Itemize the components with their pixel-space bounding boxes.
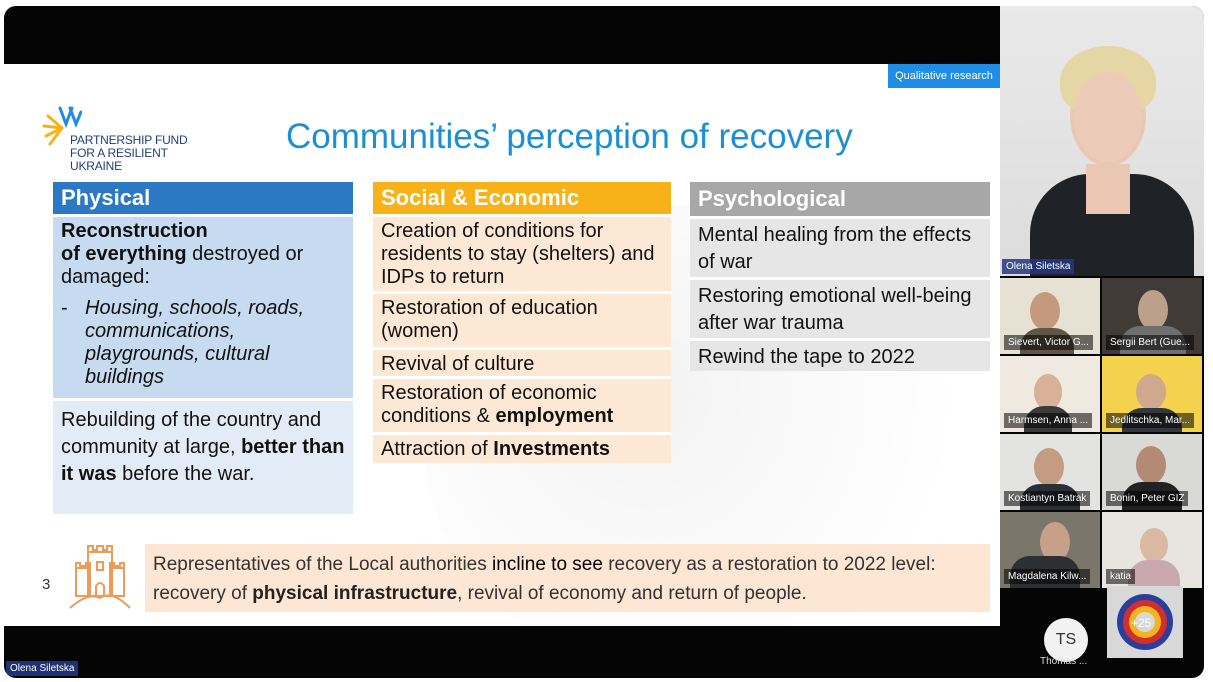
participant-avatar[interactable]: TS	[1044, 618, 1088, 662]
speaker-video[interactable]	[1000, 6, 1204, 276]
conclusion-text-2: recovery as a restoration to 2022 level: recovery of	[153, 554, 936, 604]
meeting-window	[4, 6, 1204, 678]
slide-title: Communities’ perception of recovery	[286, 117, 853, 156]
participant-name: Magdalena Kilw...	[1004, 569, 1090, 584]
physical-column	[53, 182, 353, 514]
social-item-3: Revival of culture	[373, 347, 671, 376]
reconstruction-bold: Reconstruction	[61, 220, 208, 242]
reconstruction-rest: destroyed or damaged:	[61, 243, 304, 288]
employment-bold: employment	[495, 405, 614, 427]
participant-face	[1034, 448, 1064, 486]
better-bold: better than it was	[61, 436, 345, 485]
participant-face	[1136, 446, 1166, 484]
participant-name: Bonin, Peter GIZ	[1106, 491, 1188, 506]
participant-tile[interactable]	[1000, 356, 1100, 432]
social-item-1: Creation of conditions for residents to stay (shelters) and IDPs to return	[373, 214, 671, 291]
more-participants-count: +25	[1131, 616, 1152, 630]
participant-face	[1138, 290, 1168, 330]
conclusion-emphasis: incline to see	[492, 554, 603, 575]
participant-name: Sievert, Victor G...	[1004, 335, 1093, 350]
logo-line-2: FOR A RESILIENT UKRAINE	[70, 146, 168, 173]
psych-item-3: Rewind the tape to 2022	[690, 338, 990, 371]
bullet-text: Housing, schools, roads, communications, playgrounds, cultural buildings	[85, 297, 305, 388]
participant-face	[1140, 528, 1168, 562]
conclusion-text-3: , revival of economy and return of people.	[457, 583, 807, 604]
participant-name: Jedlitschka, Mar...	[1106, 413, 1194, 428]
psychological-header: Psychological	[690, 182, 990, 216]
participant-name: Sergii Bert (Gue...	[1106, 335, 1194, 350]
participant-tile[interactable]	[1102, 278, 1202, 354]
psych-item-1: Mental healing from the effects of war	[690, 216, 990, 277]
conclusion-text-1: Representatives of the Local authorities	[153, 554, 493, 575]
participant-tile[interactable]	[1000, 434, 1100, 510]
castle-icon	[68, 542, 132, 610]
participant-face	[1034, 374, 1062, 410]
avatar-name: Thomas ...	[1040, 656, 1088, 667]
speaker-name-tag: Olena Siletska	[1002, 259, 1074, 274]
rebuilding-end: before the war.	[116, 463, 255, 485]
psychological-column	[690, 182, 990, 371]
shared-slide	[4, 64, 1000, 626]
participant-tile[interactable]	[1000, 278, 1100, 354]
more-participants-tile[interactable]	[1107, 586, 1183, 658]
participant-body	[1128, 560, 1180, 588]
participant-face	[1136, 374, 1166, 410]
speaker-neck	[1086, 164, 1130, 214]
social-item-4-text: Restoration of economic conditions &	[381, 382, 597, 427]
page-number: 3	[42, 576, 51, 593]
physical-infrastructure-bold: physical infrastructure	[252, 583, 458, 604]
participant-name: katia	[1106, 569, 1135, 584]
social-header: Social & Economic	[373, 182, 671, 214]
logo-line-1: PARTNERSHIP FUND	[70, 133, 188, 147]
social-economic-column	[373, 182, 671, 463]
participant-tile[interactable]	[1102, 512, 1202, 588]
participant-name: Kostiantyn Batrak	[1004, 491, 1090, 506]
bullet-dash: -	[61, 297, 68, 319]
participant-name: Harmsen, Anna ...	[1004, 413, 1092, 428]
logo-text	[70, 134, 222, 173]
psych-item-2: Restoring emotional well-being after war trauma	[690, 277, 990, 338]
social-item-2: Restoration of education (women)	[373, 291, 671, 347]
physical-header: Physical	[53, 182, 353, 214]
participant-tile[interactable]	[1102, 434, 1202, 510]
participant-face	[1030, 292, 1060, 330]
investments-bold: Investments	[493, 438, 610, 460]
social-item-5-text: Attraction of	[381, 438, 494, 460]
speaker-face-front	[1074, 72, 1142, 162]
reconstruction-cell	[53, 214, 353, 398]
section-tag: Qualitative research	[888, 64, 1000, 88]
rebuilding-text: Rebuilding of the country and community at large,	[61, 409, 322, 458]
participant-tile[interactable]	[1000, 512, 1100, 588]
social-item-5	[373, 432, 671, 463]
partnership-fund-logo	[42, 104, 222, 173]
participant-tile[interactable]	[1102, 356, 1202, 432]
bullet-item	[61, 297, 345, 389]
everything-bold: of everything	[61, 243, 187, 265]
social-item-4	[373, 376, 671, 432]
self-view-name-tag: Olena Siletska	[6, 661, 78, 676]
rebuilding-cell	[53, 398, 353, 514]
conclusion-box	[145, 544, 990, 612]
